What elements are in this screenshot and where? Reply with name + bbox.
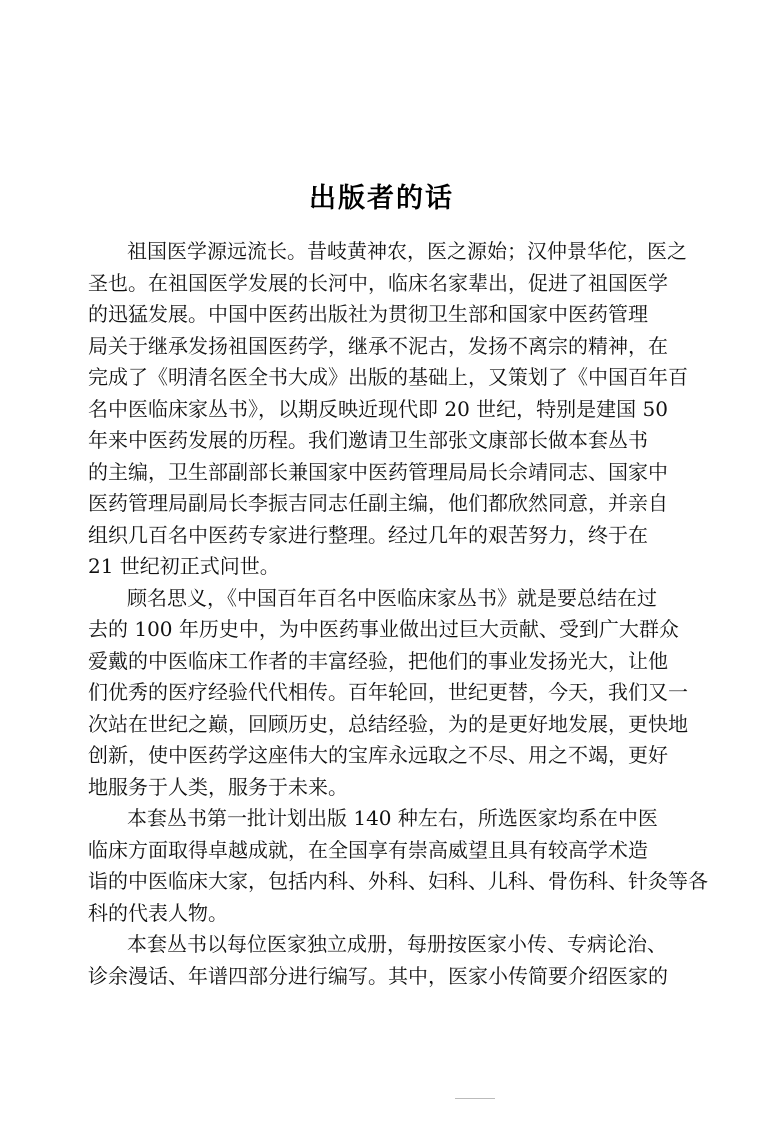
text-line: 地服务于人类，服务于未来。 — [88, 774, 348, 799]
document-body — [88, 236, 708, 992]
page-title: 出版者的话 — [309, 183, 454, 214]
text-line: 的迅猛发展。中国中医药出版社为贯彻卫生部和国家中医药管理 — [88, 302, 648, 326]
text-line: 诣的中医临床大家，包括内科、外科、妇科、儿科、骨伤科、针灸等各 — [88, 869, 708, 893]
text-line: 名中医临床家丛书》，以期反映近现代即 20 世纪，特别是建国 50 — [88, 396, 668, 421]
text-line: 去的 100 年历史中，为中医药事业做出过巨大贡献、受到广大群众 — [88, 617, 679, 641]
text-line: 们优秀的医疗经验代代相传。百年轮回，世纪更替，今天，我们又一 — [88, 680, 688, 704]
paragraph — [88, 803, 708, 929]
text-line: 顾名思义，《中国百年百名中医临床家丛书》就是要总结在过 — [127, 585, 657, 610]
paragraph — [88, 929, 668, 992]
text-line: 年来中医药发展的历程。我们邀请卫生部张文康部长做本套丛书 — [88, 428, 648, 452]
paragraph — [88, 583, 688, 804]
text-line: 的主编，卫生部副部长兼国家中医药管理局局长佘靖同志、国家中 — [88, 459, 668, 484]
text-line: 临床方面取得卓越成就，在全国享有崇高威望且具有较高学术造 — [88, 837, 648, 862]
text-line: 医药管理局副局长李振吉同志任副主编，他们都欣然同意，并亲自 — [88, 491, 668, 515]
text-line: 本套丛书以每位医家独立成册，每册按医家小传、专病论治、 — [127, 932, 667, 956]
text-line: 诊余漫话、年谱四部分进行编写。其中，医家小传简要介绍医家的 — [88, 963, 668, 988]
text-line: 21 世纪初正式问世。 — [88, 554, 280, 578]
text-line: 爱戴的中医临床工作者的丰富经验，把他们的事业发扬光大，让他 — [88, 648, 668, 673]
text-line: 组织几百名中医药专家进行整理。经过几年的艰苦努力，终于在 — [88, 522, 648, 547]
scan-artifact — [455, 1098, 495, 1099]
text-line: 创新，使中医药学这座伟大的宝库永远取之不尽、用之不竭，更好 — [88, 743, 668, 767]
text-line: 祖国医学源远流长。昔岐黄神农，医之源始；汉仲景华佗，医之 — [127, 239, 687, 263]
text-line: 完成了《明清名医全书大成》出版的基础上，又策划了《中国百年百 — [88, 365, 688, 389]
text-line: 局关于继承发扬祖国医药学，继承不泥古，发扬不离宗的精神，在 — [88, 333, 668, 358]
text-line: 本套丛书第一批计划出版 140 种左右，所选医家均系在中医 — [127, 806, 658, 830]
text-line: 圣也。在祖国医学发展的长河中，临床名家辈出，促进了祖国医学 — [88, 270, 668, 295]
text-line: 科的代表人物。 — [88, 900, 228, 925]
paragraph — [88, 236, 688, 583]
text-line: 次站在世纪之巅，回顾历史，总结经验，为的是更好地发展，更快地 — [88, 711, 688, 736]
